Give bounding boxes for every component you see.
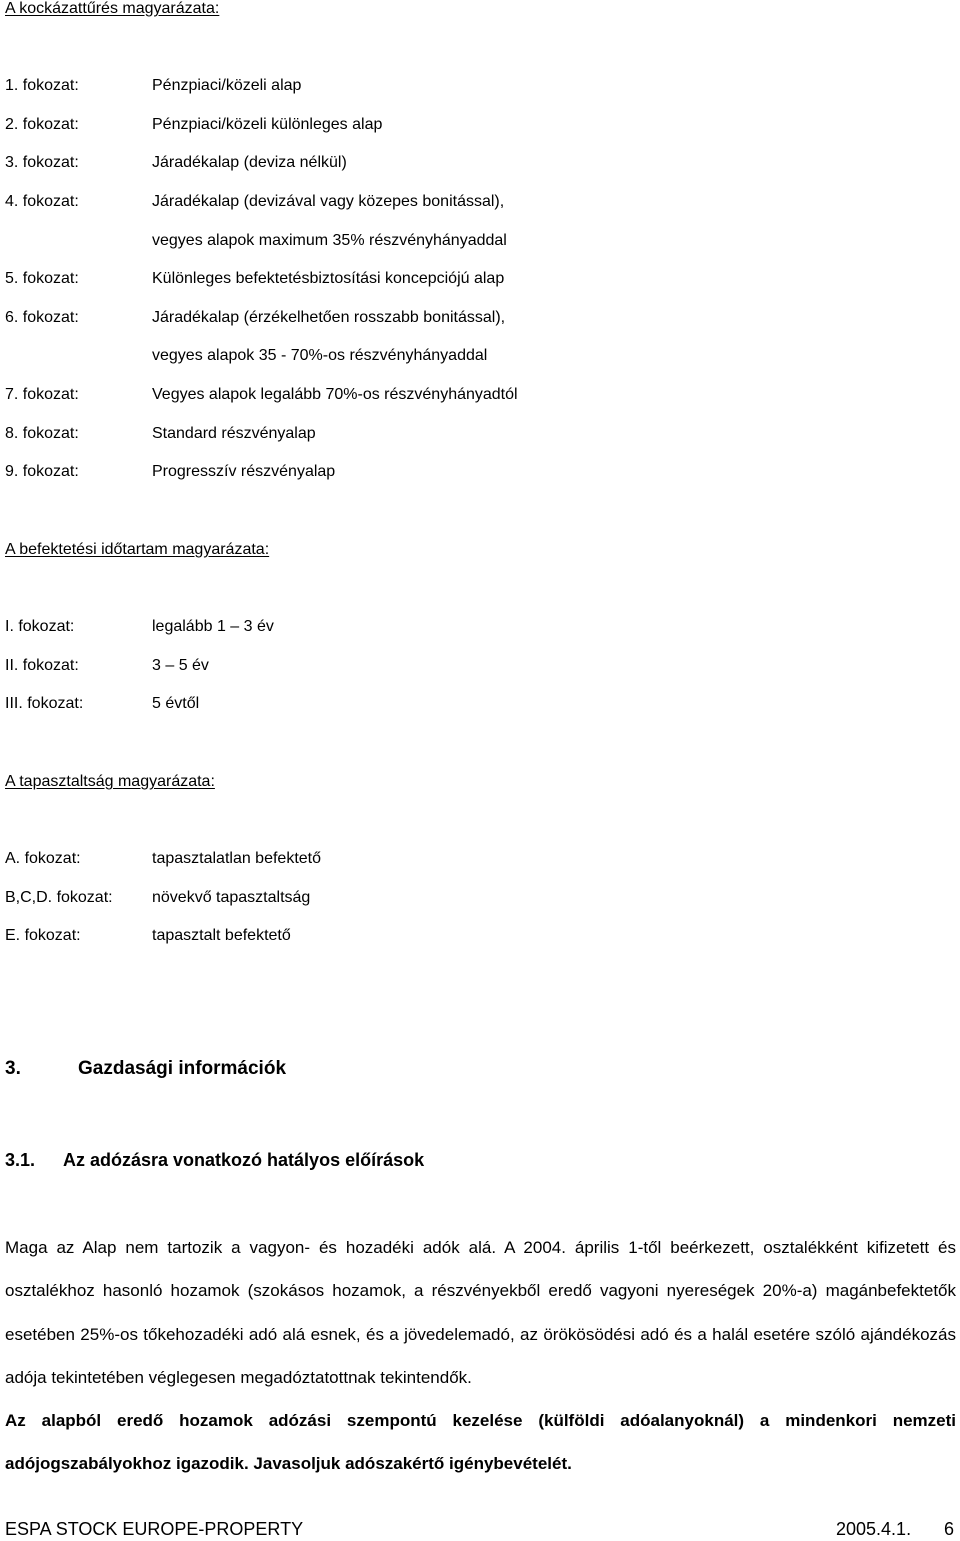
section-3-1-title: Az adózásra vonatkozó hatályos előírások [63,1150,425,1170]
section-3-number: 3. [5,1058,21,1079]
risk-desc-3: Járadékalap (deviza nélkül) [152,154,347,171]
risk-label-5: 5. fokozat: [5,270,79,287]
risk-desc-4b: vegyes alapok maximum 35% részvényhányaddal [152,232,507,249]
risk-label-7: 7. fokozat: [5,386,79,403]
tax-paragraph [5,1226,956,1486]
risk-desc-8: Standard részvényalap [152,425,316,442]
duration-desc-1: legalább 1 – 3 év [152,618,274,635]
risk-label-4: 4. fokozat: [5,193,79,210]
risk-desc-7: Vegyes alapok legalább 70%-os részvényhányadtól [152,386,518,403]
experience-desc-2: növekvő tapasztaltság [152,889,311,906]
duration-heading: A befektetési időtartam magyarázata: [5,541,270,558]
duration-desc-3: 5 évtől [152,695,200,712]
risk-label-8: 8. fokozat: [5,425,79,442]
footer-date: 2005.4.1. [836,1519,912,1539]
risk-label-9: 9. fokozat: [5,463,79,480]
risk-desc-2: Pénzpiaci/közeli különleges alap [152,116,383,133]
footer-fund-name: ESPA STOCK EUROPE-PROPERTY [5,1519,304,1539]
experience-heading: A tapasztaltság magyarázata: [5,773,215,790]
risk-label-6: 6. fokozat: [5,309,79,326]
experience-label-2: B,C,D. fokozat: [5,889,113,906]
risk-label-3: 3. fokozat: [5,154,79,171]
risk-desc-1: Pénzpiaci/közeli alap [152,77,302,94]
risk-desc-4a: Járadékalap (devizával vagy közepes bonitással), [152,193,505,210]
tax-bold-text: Az alapból eredő hozamok adózási szempontú kezelése (külföldi adóalanyoknál) a mindenkori nemzeti adójogszabályokhoz igazodik. Javasoljuk adószakértő igénybevételét. [5,1411,956,1474]
risk-label-1: 1. fokozat: [5,77,79,94]
duration-label-1: I. fokozat: [5,618,75,635]
experience-desc-3: tapasztalt befektető [152,927,291,944]
experience-label-1: A. fokozat: [5,850,81,867]
section-3-1-number: 3.1. [5,1150,36,1170]
duration-desc-2: 3 – 5 év [152,657,209,674]
risk-desc-6a: Járadékalap (érzékelhetően rosszabb bonitással), [152,309,506,326]
risk-desc-9: Progresszív részvényalap [152,463,336,480]
section-3-title: Gazdasági információk [78,1058,287,1079]
duration-label-2: II. fokozat: [5,657,79,674]
experience-label-3: E. fokozat: [5,927,81,944]
risk-label-2: 2. fokozat: [5,116,79,133]
risk-desc-6b: vegyes alapok 35 - 70%-os részvényhányaddal [152,347,488,364]
experience-desc-1: tapasztalatlan befektető [152,850,322,867]
risk-desc-5: Különleges befektetésbiztosítási koncepciójú alap [152,270,505,287]
risk-heading: A kockázattűrés magyarázata: [5,0,220,17]
tax-text: Maga az Alap nem tartozik a vagyon- és hozadéki adók alá. A 2004. április 1-től beérkezett, osztalékként kifizetett és osztalékhoz hasonló hozamok (szokásos hozamok, a részvényekből eredő vagyoni nyereségek 20%-a) magánbefektetők esetében 25%-os tőkehozadéki adó alá esnek, és a jövedelemadó, az örökösödési adó és a halál esetére szóló ajándékozás adója tekintetében véglegesen megadóztatottnak tekintendők. [5,1238,956,1387]
duration-label-3: III. fokozat: [5,695,84,712]
footer-page-number: 6 [944,1519,955,1539]
